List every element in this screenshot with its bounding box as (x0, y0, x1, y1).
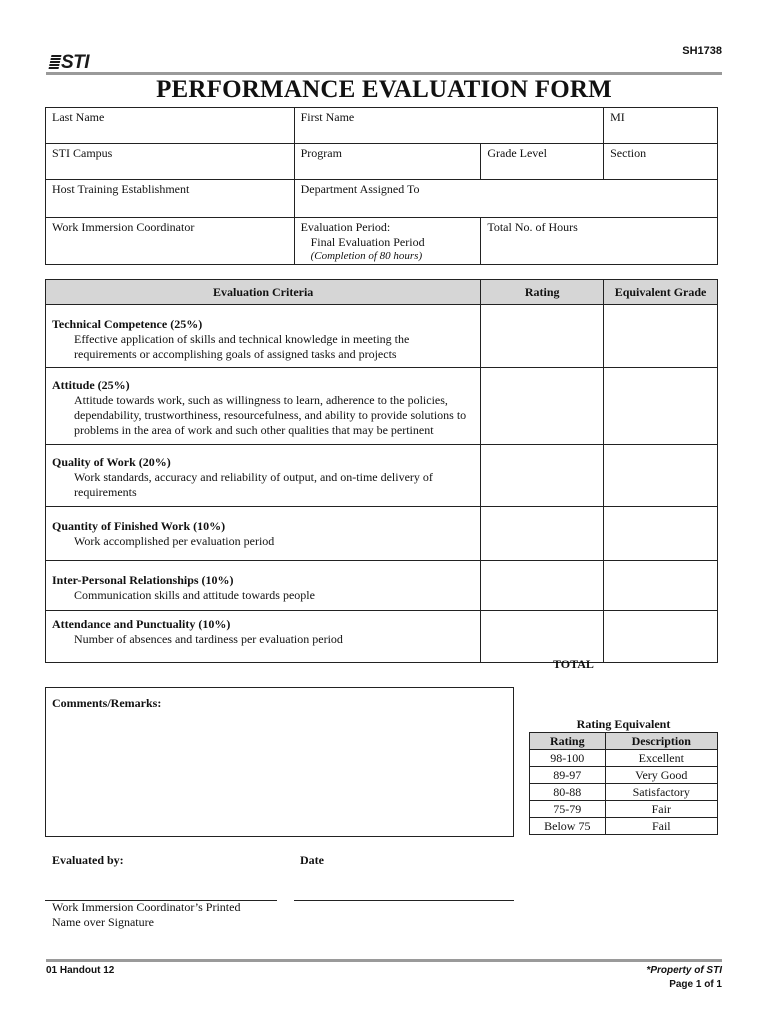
rating-cell[interactable] (481, 305, 604, 368)
criteria-row (46, 445, 481, 507)
date-label: Date (300, 853, 324, 867)
criteria-description: Attitude towards work, such as willingness to learn, adherence to the policies, dependability, trustworthiness, resourcefulness, and ability to provide solutions to problems in the area of work and such other qualities that may be pertinent (74, 393, 467, 437)
comments-label: Comments/Remarks: (52, 696, 162, 710)
header-divider (46, 72, 722, 75)
rating-range: 75-79 (530, 801, 606, 818)
evaluation-period-field[interactable] (294, 218, 481, 265)
rating-cell[interactable] (481, 561, 604, 611)
rating-cell[interactable] (481, 368, 604, 445)
host-training-label: Host Training Establishment (52, 182, 190, 196)
rating-range: 89-97 (530, 767, 606, 784)
signature-caption (52, 900, 240, 930)
coordinator-label: Work Immersion Coordinator (52, 220, 195, 234)
criteria-description: Communication skills and attitude towards people (74, 588, 315, 602)
section-label: Section (610, 146, 647, 160)
criteria-description: Work standards, accuracy and reliability of output, and on-time delivery of requirements (74, 470, 433, 499)
first-name-field[interactable] (294, 108, 604, 144)
rating-cell[interactable] (481, 445, 604, 507)
program-label: Program (300, 146, 342, 160)
criteria-description: Number of absences and tardiness per evaluation period (74, 632, 343, 646)
equivalent-grade-cell[interactable] (604, 611, 718, 663)
section-field[interactable] (604, 144, 718, 180)
grade-level-label: Grade Level (487, 146, 547, 160)
sti-campus-field[interactable] (46, 144, 295, 180)
department-label: Department Assigned To (300, 182, 420, 196)
equivalent-grade-cell[interactable] (604, 561, 718, 611)
evaluation-criteria-table (45, 279, 718, 663)
equivalent-grade-cell[interactable] (604, 305, 718, 368)
document-code: SH1738 (682, 45, 722, 57)
description-column-header: Description (605, 733, 717, 750)
criteria-name: Quantity of Finished Work (10%) (52, 519, 226, 533)
total-hours-label: Total No. of Hours (487, 220, 578, 234)
criteria-row (46, 507, 481, 561)
rating-description: Satisfactory (605, 784, 717, 801)
equivalent-grade-cell[interactable] (604, 368, 718, 445)
criteria-name: Inter-Personal Relationships (10%) (52, 573, 234, 587)
rating-cell[interactable] (481, 507, 604, 561)
signature-caption-line1: Work Immersion Coordinator’s Printed (52, 900, 241, 914)
page-number: Page 1 of 1 (669, 979, 722, 990)
program-field[interactable] (294, 144, 481, 180)
rating-description: Very Good (605, 767, 717, 784)
table-row (530, 767, 718, 784)
evaluated-by-label: Evaluated by: (52, 853, 124, 867)
equivalent-grade-cell[interactable] (604, 507, 718, 561)
table-row (530, 818, 718, 835)
criteria-name: Attendance and Punctuality (10%) (52, 617, 231, 631)
equivalent-grade-cell[interactable] (604, 445, 718, 507)
handout-label: 01 Handout 12 (46, 965, 115, 976)
department-field[interactable] (294, 180, 717, 218)
mi-label: MI (610, 110, 625, 124)
criteria-header: Evaluation Criteria (46, 280, 481, 305)
criteria-row (46, 305, 481, 368)
criteria-name: Quality of Work (20%) (52, 455, 171, 469)
last-name-field[interactable] (46, 108, 295, 144)
rating-range: Below 75 (530, 818, 606, 835)
evaluation-period-label: Evaluation Period: (300, 220, 391, 234)
criteria-row (46, 561, 481, 611)
rating-column-header: Rating (530, 733, 606, 750)
coordinator-field[interactable] (46, 218, 295, 265)
mi-field[interactable] (604, 108, 718, 144)
equivalent-grade-header: Equivalent Grade (604, 280, 718, 305)
completion-note: (Completion of 80 hours) (310, 250, 423, 262)
rating-description: Excellent (605, 750, 717, 767)
criteria-name: Technical Competence (25%) (52, 317, 203, 331)
criteria-description: Work accomplished per evaluation period (74, 534, 275, 548)
total-hours-field[interactable] (481, 218, 718, 265)
property-label: *Property of STI (646, 965, 722, 976)
total-label: TOTAL (553, 657, 594, 671)
student-info-table (45, 107, 718, 265)
rating-range: 98-100 (530, 750, 606, 767)
criteria-row (46, 611, 481, 663)
rating-description: Fair (605, 801, 717, 818)
final-evaluation-period-label: Final Evaluation Period (310, 235, 425, 249)
rating-description: Fail (605, 818, 717, 835)
criteria-name: Attitude (25%) (52, 378, 130, 392)
sti-logo-mark-icon (49, 55, 62, 69)
rating-equivalent-title: Rating Equivalent (576, 717, 671, 731)
rating-header: Rating (481, 280, 604, 305)
date-line[interactable] (294, 900, 514, 901)
table-row (530, 750, 718, 767)
criteria-description: Effective application of skills and technical knowledge in meeting the requirements or accomplishing goals of assigned tasks and projects (74, 332, 410, 361)
rating-equivalent-table (529, 732, 718, 835)
signature-caption-line2: Name over Signature (52, 915, 154, 929)
rating-range: 80-88 (530, 784, 606, 801)
logo-text: STI (61, 52, 90, 73)
form-title: PERFORMANCE EVALUATION FORM (156, 76, 612, 103)
first-name-label: First Name (300, 110, 355, 124)
table-row (530, 801, 718, 818)
sti-logo (50, 52, 89, 74)
sti-campus-label: STI Campus (52, 146, 113, 160)
last-name-label: Last Name (52, 110, 105, 124)
grade-level-field[interactable] (481, 144, 604, 180)
criteria-row (46, 368, 481, 445)
rating-cell[interactable] (481, 611, 604, 663)
table-row (530, 784, 718, 801)
footer-divider (46, 959, 722, 962)
host-training-field[interactable] (46, 180, 295, 218)
comments-box[interactable] (45, 687, 514, 837)
